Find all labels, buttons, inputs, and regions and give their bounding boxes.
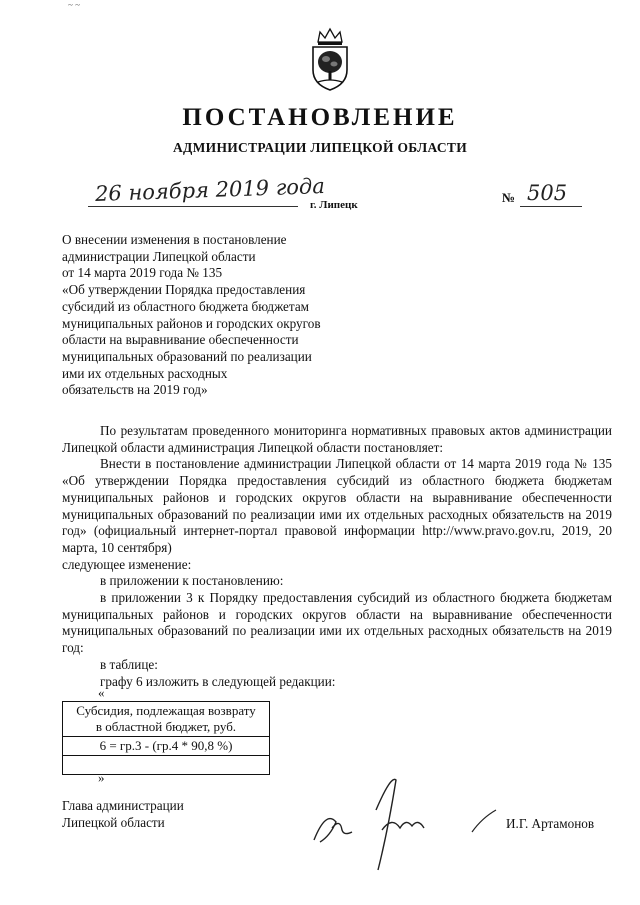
subject-line: муниципальных районов и городских округов	[62, 315, 321, 331]
subject-line: ими их отдельных расходных	[62, 365, 228, 381]
subject-line: обязательств на 2019 год»	[62, 382, 208, 398]
table-formula-cell: 6 = гр.3 - (гр.4 * 90,8 %)	[63, 737, 270, 756]
top-scan-mark: ~ ~	[68, 0, 80, 10]
body-paragraph: Внести в постановление администрации Липецкой области от 14 марта 2019 года № 135 «Об утверждении Порядка предоставления субсидий из областного бюджета бюджетам муниципальных районов и городских округов области на выравнивание обеспеченности муниципальных образований по реализации ими их отдельных расходных обязательств на 2019 год» (официальный интернет-портал правовой информации http://www.pravo.gov.ru, 2019, 20 марта, 10 сентября)	[62, 456, 612, 555]
subject-line: «Об утверждении Порядка предоставления	[62, 282, 306, 298]
position-line: Липецкой области	[62, 815, 165, 830]
body-paragraph: в приложении 3 к Порядку предоставления субсидий из областного бюджета бюджетам муниципальных районов и городских округов области на выравнивание обеспеченности муниципальных образований по реализации ими их отдельных расходных обязательств на 2019 год:	[62, 590, 612, 656]
table-header-cell	[63, 702, 270, 737]
body-paragraph: в таблице:	[100, 656, 158, 672]
document-title: ПОСТАНОВЛЕНИЕ	[182, 104, 458, 131]
subject-line: администрации Липецкой области	[62, 248, 256, 264]
subject-line: от 14 марта 2019 года № 135	[62, 265, 223, 281]
body-paragraph: По результатам проведенного мониторинга нормативных правовых актов администрации Липецкой области администрация Липецкой области постановляет:	[62, 423, 612, 455]
document-subject	[62, 232, 362, 399]
position-line: Глава администрации	[62, 798, 184, 813]
subsidy-table	[62, 701, 270, 775]
signatory-position	[62, 797, 184, 831]
handwritten-number: 505	[527, 181, 568, 205]
body-paragraph: графу 6 изложить в следующей редакции:	[100, 673, 336, 689]
signatory-name: И.Г. Артамонов	[506, 816, 595, 831]
subject-line: муниципальных образований по реализации	[62, 348, 312, 364]
date-underline	[88, 206, 298, 207]
subject-line: О внесении изменения в постановление	[62, 232, 287, 247]
subject-line: субсидий из областного бюджета бюджетам	[62, 298, 310, 314]
document-subtitle: АДМИНИСТРАЦИИ ЛИПЕЦКОЙ ОБЛАСТИ	[172, 140, 468, 155]
opening-quote: «	[98, 685, 105, 700]
closing-quote: »	[98, 770, 105, 785]
body-paragraph: в приложении к постановлению:	[100, 573, 284, 589]
body-paragraph: следующее изменение:	[62, 556, 192, 572]
coat-of-arms-icon	[306, 26, 354, 97]
subject-line: области на выравнивание обеспеченности	[62, 332, 299, 348]
table-header-line: в областной бюджет, руб.	[95, 719, 237, 734]
table-empty-cell	[63, 756, 270, 775]
number-sign: №	[502, 190, 516, 205]
number-underline	[520, 206, 582, 207]
table-header-line: Субсидия, подлежащая возврату	[76, 703, 256, 718]
city-label: г. Липецк	[310, 199, 358, 211]
document-body	[62, 423, 612, 690]
handwritten-signature-icon	[296, 770, 506, 885]
handwritten-date: 26 ноября 2019 года	[94, 173, 326, 207]
